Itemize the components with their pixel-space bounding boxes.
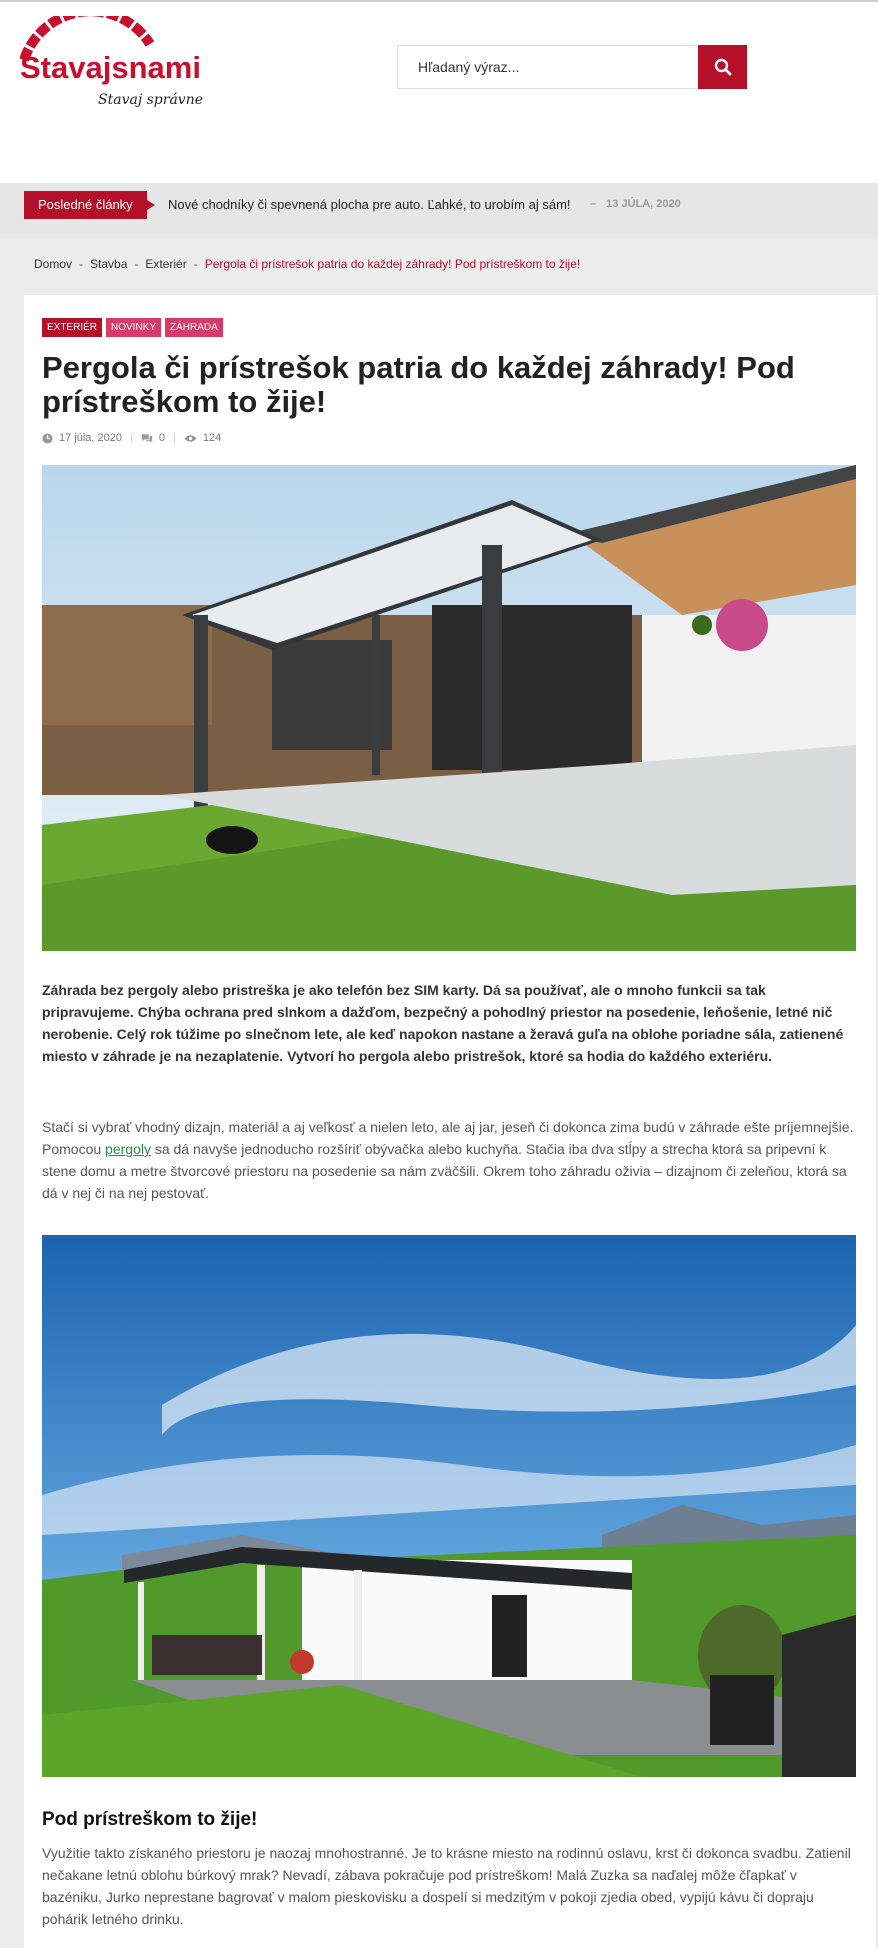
logo-text: Stavajsnami — [20, 50, 201, 85]
ticker-date-text: 13 JÚLA, 2020 — [606, 198, 681, 210]
article-lead: Záhrada bez pergoly alebo pristreška je ako telefón bez SIM karty. Dá sa používať, ale o mnoho funkcii sa tak pripravujeme. Chýba ochrana pred slnkom a dažďom, bezpečný a pohodlný priestor na posedenie, leňošenie, letné nič nerobenie. Celý rok túžime po slnečnom lete, ale keď napokon nastane a žeravá guľa na oblohe poriadne sála, zatienené miesto v záhrade je na nezaplatenie. Vytvorí ho pergola alebo pristrešok, ktoré sa hodia do každého exteriéru. — [42, 982, 844, 1064]
comments-icon — [141, 433, 153, 444]
tag-novinky[interactable]: NOVINKY — [106, 318, 161, 337]
search-form — [397, 45, 747, 89]
featured-image-pergola — [42, 465, 856, 951]
search-button[interactable] — [698, 45, 747, 89]
breadcrumb-separator: - — [193, 257, 198, 271]
subheading: Pod prístreškom to žije! — [42, 1809, 258, 1830]
search-input[interactable] — [397, 45, 698, 89]
breadcrumb-home[interactable]: Domov — [34, 257, 73, 271]
search-icon — [714, 58, 732, 76]
tag-exterier[interactable]: EXTERIÉR — [42, 318, 102, 337]
paragraph-text-end: sa dá navyše jednoducho rozšíriť obývačka alebo kuchyňa. Stačia iba dva stĺpy a strecha ktorá sa pripevní k stene domu a metre štvorcové priestoru na posedenie sa nám zväčšili. Okrem toho záhradu oživia – dizajnom či zeleňou, ktorá sa dá v nej či na nej pestovať. — [42, 1141, 847, 1201]
article-title: Pergola či prístrešok patria do každej záhrady! Pod prístreškom to žije! — [42, 350, 795, 419]
meta-date — [42, 432, 122, 444]
ticker-article-link[interactable]: Nové chodníky či spevnená plocha pre auto. Ľahké, to urobím aj sám! — [168, 197, 571, 212]
article-meta — [42, 432, 221, 444]
meta-views-count: 124 — [202, 432, 222, 444]
tag-zahrada[interactable]: ZÁHRADA — [165, 318, 223, 337]
ticker-label: Posledné články — [24, 191, 147, 219]
breadcrumb-stavba[interactable]: Stavba — [90, 257, 128, 271]
breadcrumb-separator: - — [79, 257, 84, 271]
paragraph-text-start: Stačí si vybrať vhodný dizajn, materiál a aj veľkosť a nielen leto, ale aj jar, jeseň či dokonca zima budú v záhrade ešte príjemnejšie. Pomocou — [42, 1119, 854, 1157]
clock-icon — [42, 433, 53, 444]
meta-divider: | — [172, 432, 176, 444]
breadcrumb — [34, 257, 580, 271]
site-header — [0, 2, 878, 185]
article — [24, 295, 876, 1948]
meta-date-text: 17 júla, 2020 — [59, 432, 122, 444]
meta-views — [184, 432, 221, 444]
breadcrumb-separator: - — [134, 257, 139, 271]
article-image-carport — [42, 1235, 856, 1777]
ticker-date — [590, 198, 681, 210]
category-tags — [42, 318, 223, 337]
meta-comments-count: 0 — [158, 432, 165, 444]
eye-icon — [184, 434, 197, 443]
ticker-dash: – — [590, 198, 597, 210]
link-pergoly[interactable]: pergoly — [105, 1141, 151, 1157]
site-logo[interactable] — [20, 16, 230, 116]
meta-comments[interactable] — [141, 432, 165, 444]
logo-graphic — [20, 16, 230, 116]
article-paragraph — [42, 1116, 856, 1204]
breadcrumb-current: Pergola či prístrešok patria do každej záhrady! Pod prístreškom to žije! — [204, 257, 581, 271]
logo-tagline: Stavaj správne — [98, 92, 204, 108]
meta-divider: | — [130, 432, 133, 444]
article-paragraph-2: Využitie takto získaného priestoru je naozaj mnohostranné. Je to krásne miesto na rodinnú oslavu, krst či dokonca svadbu. Zatienil nečakane letnú oblohu búrkový mrak? Nevadí, zábava pokračuje pod prístreškom! Malá Zuzka sa naďalej môže čľapkať v bazéniku, Jurko neprestane bagrovať v malom pieskovisku a dospelí si medzitým v pokoji zjedia obed, vypijú kávu či dopraju pohárik letného drinku. — [42, 1845, 851, 1927]
latest-articles-ticker — [0, 183, 878, 238]
breadcrumb-exterier[interactable]: Exteriér — [145, 257, 187, 271]
